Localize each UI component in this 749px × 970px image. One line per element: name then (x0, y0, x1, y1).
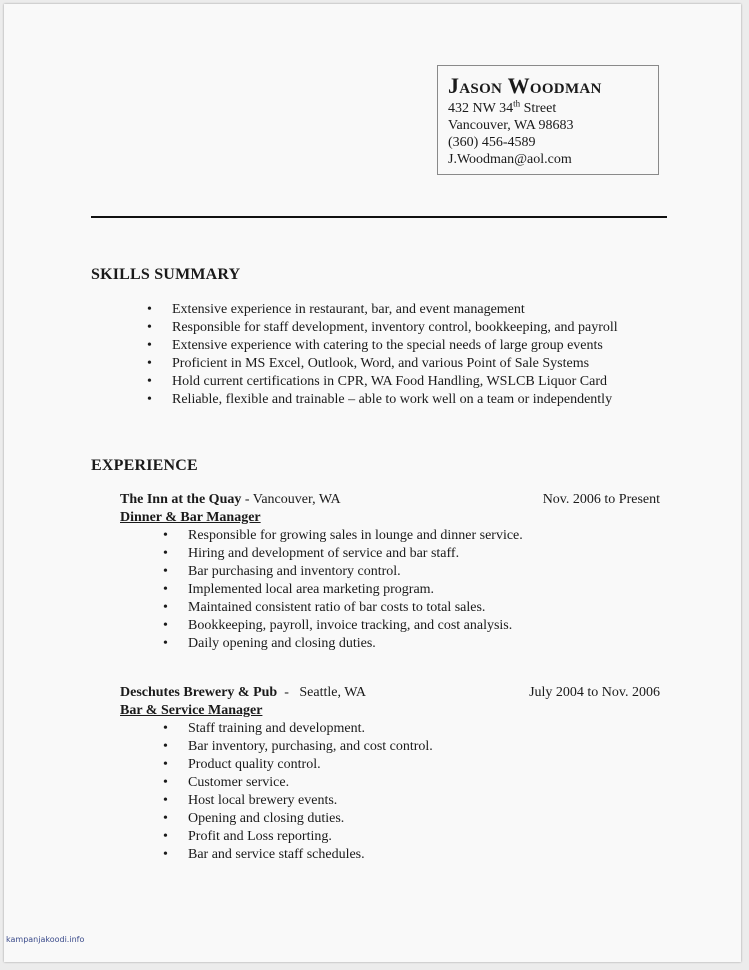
street-address: 432 NW 34th Street (448, 98, 557, 116)
header-divider (91, 216, 667, 218)
resume-page (4, 4, 741, 962)
job-duties-list (163, 720, 433, 864)
applicant-name: Jason Woodman (448, 73, 602, 98)
list-item: • Host local brewery events. (163, 792, 433, 810)
phone-number: (360) 456-4589 (448, 135, 536, 150)
job-dates: July 2004 to Nov. 2006 (529, 685, 660, 700)
list-item: • Extensive experience in restaurant, bar, and event management (147, 301, 618, 319)
company-name: The Inn at the Quay (120, 492, 242, 507)
job-header (120, 684, 660, 702)
experience-heading: EXPERIENCE (91, 457, 198, 474)
list-item: • Product quality control. (163, 756, 433, 774)
job-title: Bar & Service Manager (120, 703, 263, 718)
list-item: • Bookkeeping, payroll, invoice tracking, and cost analysis. (163, 617, 523, 635)
company-name: Deschutes Brewery & Pub (120, 685, 278, 700)
list-item: • Reliable, flexible and trainable – able to work well on a team or independently (147, 391, 618, 409)
list-item: • Proficient in MS Excel, Outlook, Word, and various Point of Sale Systems (147, 355, 618, 373)
list-item: • Profit and Loss reporting. (163, 828, 433, 846)
list-item: • Customer service. (163, 774, 433, 792)
list-item: • Responsible for staff development, inventory control, bookkeeping, and payroll (147, 319, 618, 337)
contact-box (437, 65, 659, 175)
list-item: • Staff training and development. (163, 720, 433, 738)
list-item: • Bar and service staff schedules. (163, 846, 433, 864)
job-duties-list (163, 527, 523, 653)
list-item: • Bar purchasing and inventory control. (163, 563, 523, 581)
email-address: J.Woodman@aol.com (448, 152, 572, 167)
list-item: • Hiring and development of service and bar staff. (163, 545, 523, 563)
list-item: • Maintained consistent ratio of bar costs to total sales. (163, 599, 523, 617)
list-item: • Implemented local area marketing program. (163, 581, 523, 599)
list-item: • Daily opening and closing duties. (163, 635, 523, 653)
list-item: • Opening and closing duties. (163, 810, 433, 828)
city-state-zip: Vancouver, WA 98683 (448, 118, 574, 133)
job-title: Dinner & Bar Manager (120, 510, 261, 525)
list-item: • Responsible for growing sales in lounge and dinner service. (163, 527, 523, 545)
job-location: - Seattle, WA (277, 685, 367, 700)
list-item: • Hold current certifications in CPR, WA Food Handling, WSLCB Liquor Card (147, 373, 618, 391)
skills-list (147, 301, 618, 409)
list-item: • Bar inventory, purchasing, and cost control. (163, 738, 433, 756)
watermark: kampanjakoodi.info (6, 935, 85, 944)
job-header (120, 491, 660, 509)
job-dates: Nov. 2006 to Present (542, 492, 660, 507)
job-location: - Vancouver, WA (241, 492, 341, 507)
list-item: • Extensive experience with catering to the special needs of large group events (147, 337, 618, 355)
skills-summary-heading: SKILLS SUMMARY (91, 266, 241, 283)
